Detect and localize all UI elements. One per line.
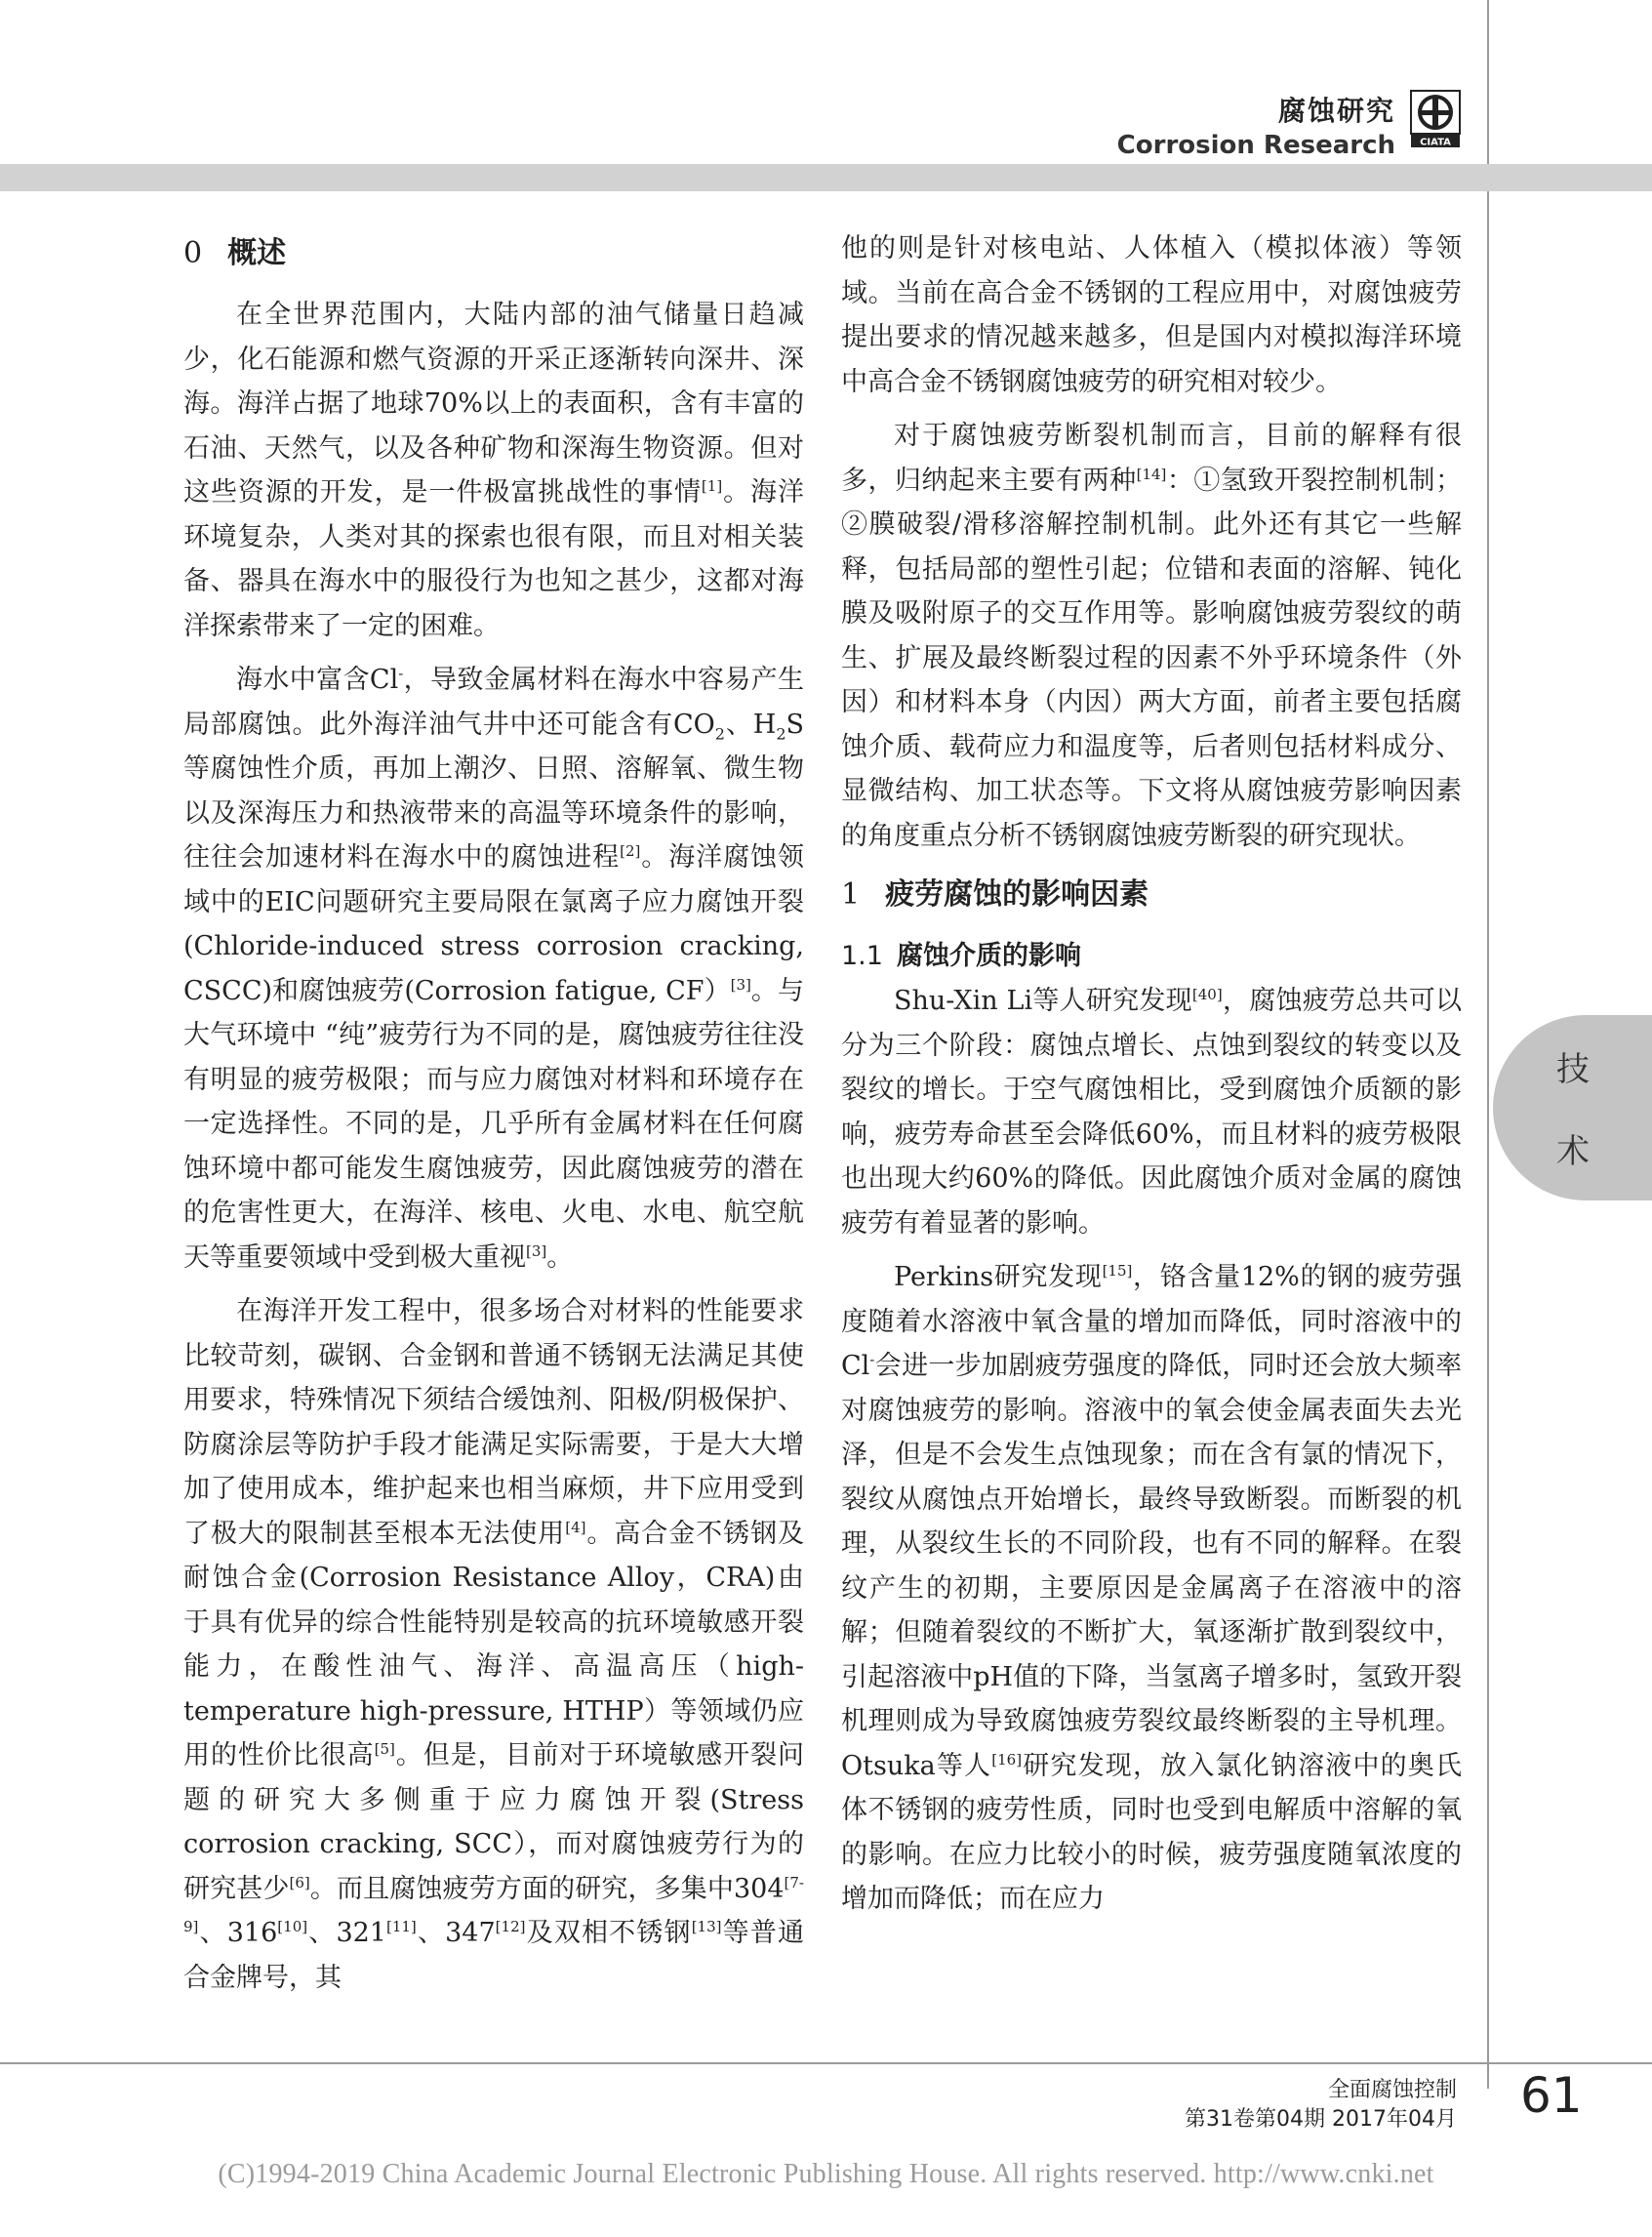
superscript: - [869,1351,875,1368]
citation: [14] [1136,465,1167,483]
text: 、347 [416,1918,496,1948]
paragraph-3 [183,1289,804,2000]
subsection-number: 1.1 [841,941,883,971]
vertical-rule [1487,0,1489,2089]
text: 在全世界范围内，大陆内部的油气储量日趋减少，化石能源和燃气资源的开采正逐渐转向深井、深海。海洋占据了地球70%以上的表面积，含有丰富的石油、天然气，以及各种矿物和深海生物资源。但对这些资源的开发，是一件极富挑战性的事情 [183,300,804,508]
text: ，导致金属材料在海水中容易产生局部腐蚀。此外海洋油气井中还可能含有CO [183,665,804,740]
side-tab-char-2: 术 [1556,1132,1590,1171]
text: 及双相不锈钢 [525,1918,692,1948]
journal-brand [1117,90,1395,160]
subsection-title: 腐蚀介质的影响 [896,941,1081,971]
citation: [3] [730,975,751,994]
text: 海水中富含Cl [236,665,399,695]
footer-journal [1185,2076,1457,2135]
citation: [13] [691,1918,722,1935]
section-side-tab [1493,1015,1652,1200]
footer-journal-name: 全面腐蚀控制 [1327,2078,1457,2102]
text: 研究发现，放入氯化钠溶液中的奥氏体不锈钢的疲劳性质，同时也受到电解质中溶解的氧的影响。在应力比较小的时候，疲劳强度随氧浓度的增加而降低；而在应力 [841,1750,1462,1914]
text: S等腐蚀性介质，再加上潮汐、日照、溶解氧、微生物以及深海压力和热液带来的高温等环境条件的影响，往往会加速材料在海水中的腐蚀进程 [183,709,804,873]
citation: [5] [374,1740,395,1758]
text: 。而且腐蚀疲劳方面的研究，多集中304 [309,1873,785,1904]
left-column [183,226,804,2000]
text: ，腐蚀疲劳总共可以分为三个阶段：腐蚀点增长、点蚀到裂纹的转变以及裂纹的增长。于空气腐蚀相比，受到腐蚀介质额的影响，疲劳寿命甚至会降低60%，而且材料的疲劳极限也出现大约60%的降低。因此腐蚀介质对金属的腐蚀疲劳有着显著的影响。 [841,986,1462,1239]
paragraph-2 [183,658,804,1280]
citation: [2] [620,842,641,860]
text: 对于腐蚀疲劳断裂机制而言，目前的解释有很多，归纳起来主要有两种 [841,421,1462,496]
citation: [3] [526,1241,547,1260]
text: 。与大气环境中 “纯”疲劳行为不同的是，腐蚀疲劳往往没有明显的疲劳极限；而与应力腐蚀对材料和环境存在一定选择性。不同的是，几乎所有金属材料在任何腐蚀环境中都可能发生腐蚀疲劳，因此腐蚀疲劳的潜在的危害性更大，在海洋、核电、火电、水电、航空航天等重要领域中受到极大重视 [183,975,804,1273]
text: 。 [546,1241,574,1273]
citation: [4] [565,1518,586,1536]
section-number: 1 [841,877,861,912]
citation: [7-9] [183,1873,804,1935]
page-number: 61 [1520,2067,1583,2124]
subscript: 2 [776,723,786,743]
text: 在海洋开发工程中，很多场合对材料的性能要求比较苛刻，碳钢、合金钢和普通不锈钢无法满足其使用要求，特殊情况下须结合缓蚀剂、阳极/阴极保护、防腐涂层等防护手段才能满足实际需要，于是大大增加了使用成本，维护起来也相当麻烦，井下应用受到了极大的限制甚至根本无法使用 [183,1296,804,1549]
text: ，铬含量12%的钢的疲劳强度随着水溶液中氧含量的增加而降低，同时溶液中的Cl [841,1262,1462,1381]
section-number: 0 [183,236,203,270]
citation: [40] [1191,986,1223,1003]
subscript: 2 [714,723,725,743]
text: 。海洋腐蚀领域中的EIC问题研究主要局限在氯离子应力腐蚀开裂(Chloride-induced stress corrosion cracking, CSCC)和腐蚀疲劳(Corrosion fatigue, CF） [183,842,805,1006]
text: 。但是，目前对于环境敏感开裂问题的研究大多侧重于应力腐蚀开裂(Stress corrosion cracking, SCC），而对腐蚀疲劳行为的研究甚少 [183,1740,805,1904]
ciata-logo-icon [1410,90,1461,148]
citation: [11] [385,1918,417,1935]
citation: [12] [495,1918,526,1935]
citation: [15] [1102,1262,1133,1280]
text: 、316 [198,1918,278,1948]
text: 、H [724,709,777,740]
citation: [6] [289,1873,310,1891]
journal-name-en: Corrosion Research [1116,131,1395,160]
text: 、321 [307,1918,386,1948]
section-title: 概述 [227,236,287,270]
logo-text: CIATA [1420,137,1451,148]
text: ：①氢致开裂控制机制；②膜破裂/滑移溶解控制机制。此外还有其它一些解释，包括局部的塑性引起；位错和表面的溶解、钝化膜及吸附原子的交互作用等。影响腐蚀疲劳裂纹的萌生、扩展及最终断裂过程的因素不外乎环境条件（外因）和材料本身（内因）两大方面，前者主要包括腐蚀介质、载荷应力和温度等，后者则包括材料成分、显微结构、加工状态等。下文将从腐蚀疲劳影响因素的角度重点分析不锈钢腐蚀疲劳断裂的研究现状。 [841,465,1463,851]
text: 。海洋环境复杂，人类对其的探索也很有限，而且对相关装备、器具在海水中的服役行为也知之甚少，这都对海洋探索带来了一定的困难。 [183,477,805,641]
section-title: 疲劳腐蚀的影响因素 [885,877,1149,912]
side-tab-char-1: 技 [1556,1050,1590,1089]
text: 。高合金不锈钢及耐蚀合金(Corrosion Resistance Alloy，CRA)由于具有优异的综合性能特别是较高的抗环境敏感开裂能力，在酸性油气、海洋、高温高压（high-temperature high-pressure, HTHP）等领域仍应用的性价比很高 [183,1518,805,1770]
section-0-heading [183,230,804,277]
text: Perkins研究发现 [894,1262,1103,1292]
footer-rule [0,2062,1652,2064]
superscript: - [398,665,404,682]
text: 等普通合金牌号，其 [183,1918,805,1993]
text: 会进一步加剧疲劳强度的降低，同时还会放大频率对腐蚀疲劳的影响。溶液中的氧会使金属表面失去光泽，但是不会发生点蚀现象；而在含有氯的情况下，裂纹从腐蚀点开始增长，最终导致断裂。而断裂的机理，从裂纹生长的不同阶段，也有不同的解释。在裂纹产生的初期，主要原因是金属离子在溶液中的溶解；但随着裂纹的不断扩大，氧逐渐扩散到裂纹中，引起溶液中pH值的下降，当氢离子增多时，氢致开裂机理则成为导致腐蚀疲劳裂纹最终断裂的主导机理。Otsuka等人 [841,1351,1462,1781]
citation: [1] [701,477,723,495]
text: Shu-Xin Li等人研究发现 [894,986,1192,1016]
paragraph-continued: 他的则是针对核电站、人体植入（模拟体液）等领域。当前在高合金不锈钢的工程应用中，对腐蚀疲劳提出要求的情况越来越多，但是国内对模拟海洋环境中高合金不锈钢腐蚀疲劳的研究相对较少。 [841,233,1462,397]
section-1-heading [841,872,1462,918]
paragraph-5 [841,979,1462,1245]
header-bar [0,164,1652,191]
right-column [841,226,1462,1922]
paragraph-4 [841,414,1462,858]
subsection-1-1-heading [841,934,1462,979]
copyright-notice: (C)1994-2019 China Academic Journal Electronic Publishing House. All rights reserved. http://www.cnki.net [218,2159,1434,2189]
footer-issue: 第31卷第04期 2017年04月 [1185,2107,1457,2132]
paragraph-1 [183,293,804,648]
journal-name-cn: 腐蚀研究 [1277,95,1395,127]
citation: [10] [277,1918,308,1935]
citation: [16] [991,1750,1023,1769]
paragraph-6 [841,1255,1462,1922]
